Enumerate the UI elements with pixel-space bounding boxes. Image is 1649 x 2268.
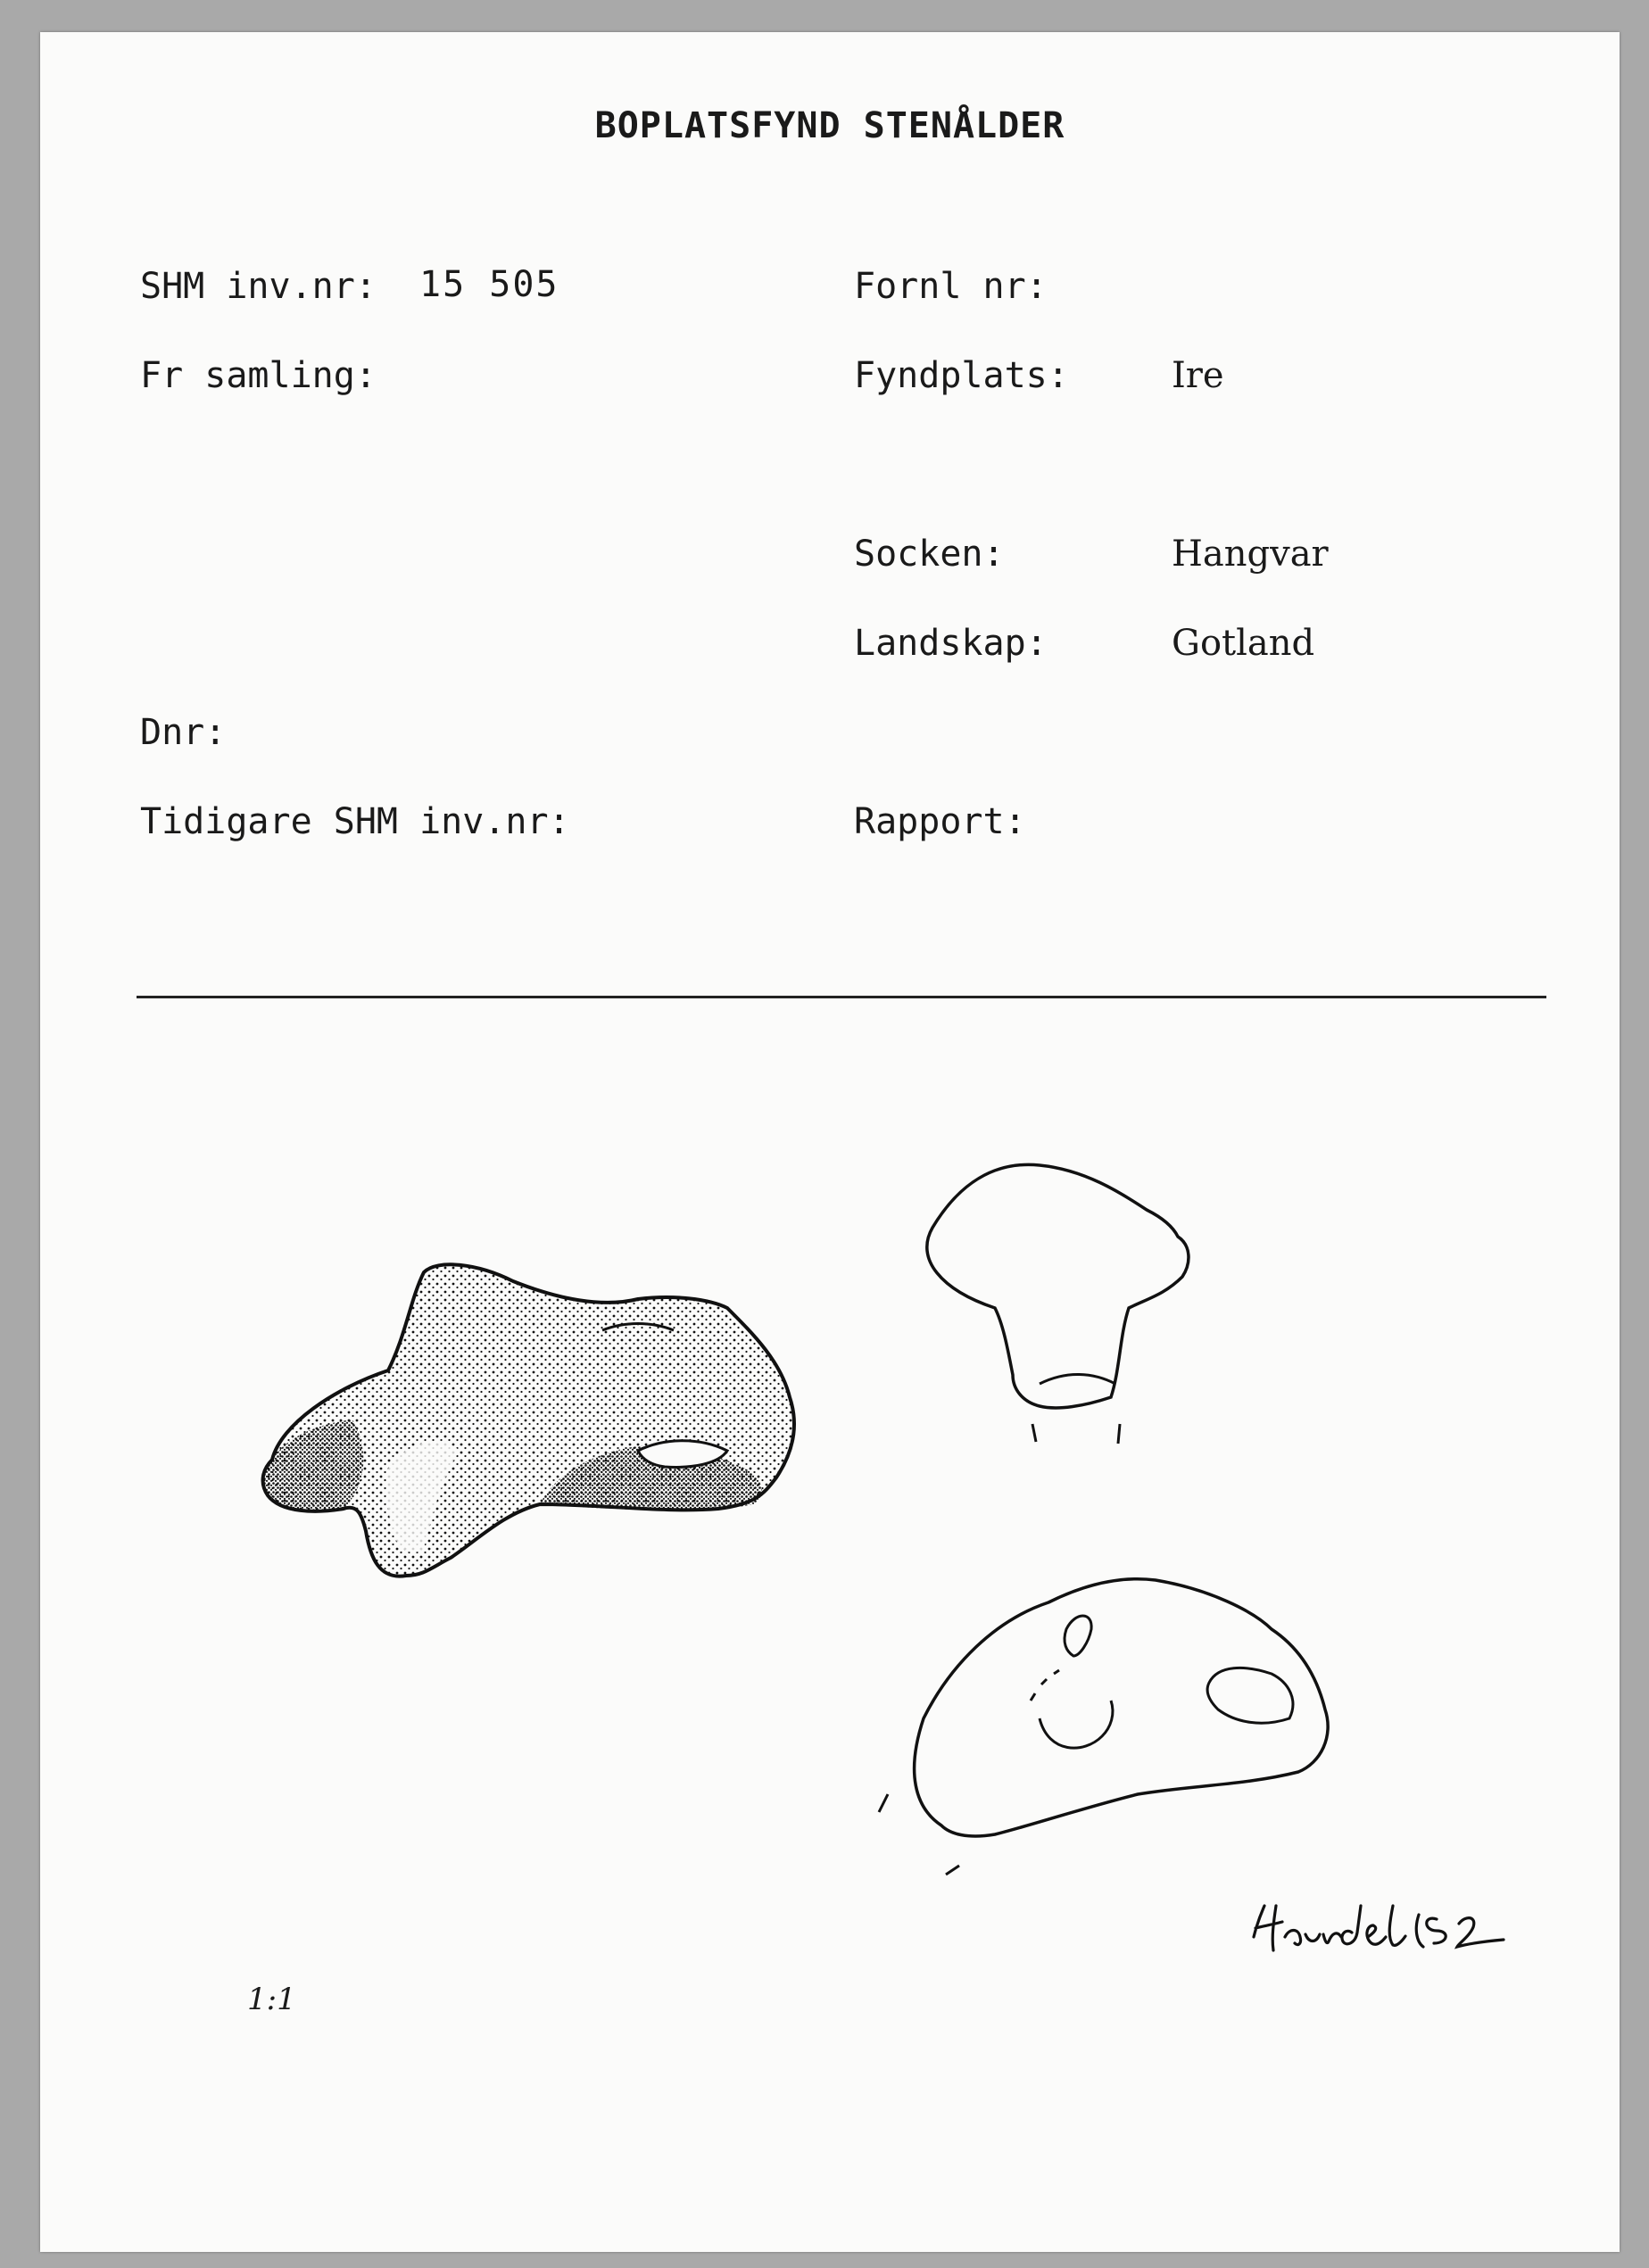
draftsman-signature xyxy=(1236,1888,1557,1968)
socken-value: Hangvar xyxy=(1172,534,1329,575)
find-card xyxy=(40,32,1620,2252)
fyndplats-value: Ire xyxy=(1172,355,1224,396)
divider-line xyxy=(137,996,1546,998)
shm-inv-label: SHM inv.nr: xyxy=(140,266,377,307)
landskap-label: Landskap: xyxy=(854,623,1048,664)
socken-label: Socken: xyxy=(854,534,1005,575)
card-title: BOPLATSFYND STENÅLDER xyxy=(594,105,1065,146)
shm-inv-value: 15 505 xyxy=(419,264,559,305)
landskap-value: Gotland xyxy=(1172,623,1315,664)
rapport-label: Rapport: xyxy=(854,801,1026,842)
stone-outline-bottom-view xyxy=(879,1579,1328,1875)
fyndplats-label: Fyndplats: xyxy=(854,355,1069,396)
dnr-label: Dnr: xyxy=(140,712,227,753)
tidigare-shm-label: Tidigare SHM inv.nr: xyxy=(140,801,570,842)
stone-outline-top-view xyxy=(927,1164,1189,1444)
fornl-label: Fornl nr: xyxy=(854,266,1048,307)
scale-note: 1:1 xyxy=(247,1982,296,2017)
stone-artifact-stippled-view xyxy=(263,1264,794,1576)
fr-samling-label: Fr samling: xyxy=(140,355,377,396)
